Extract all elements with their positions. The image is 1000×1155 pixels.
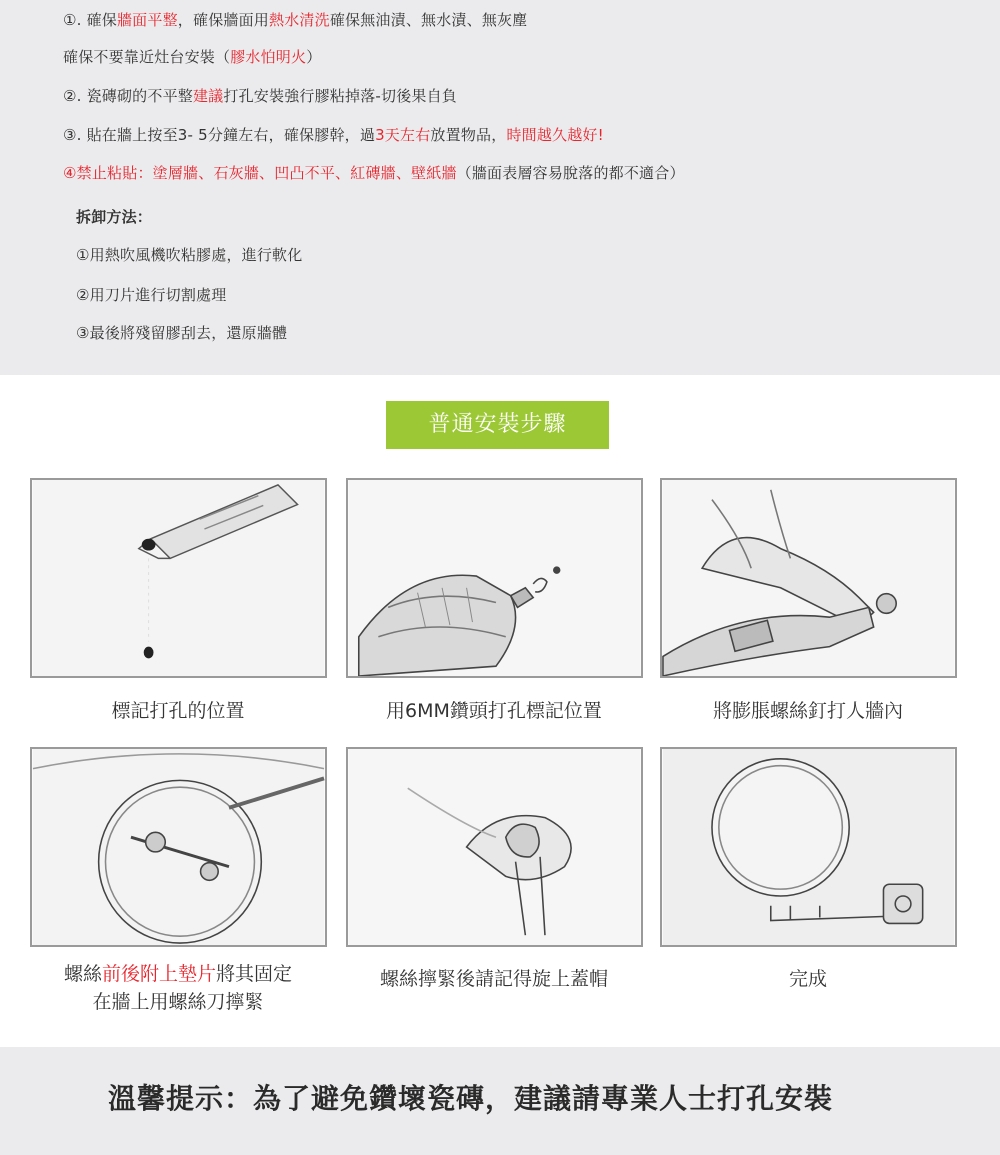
note-highlight: 時間越久越好! [506,126,604,144]
step-caption-3: 將膨脹螺絲釘打人牆內 [712,700,903,722]
cap-fitting-illustration [348,749,641,945]
note-highlight: 膠水怕明火 [230,48,307,66]
note-highlight: 建議 [192,87,224,105]
hammer-anchor-illustration [662,480,955,676]
step-caption-1: 標記打孔的位置 [111,700,245,722]
step-image-drill [346,478,643,678]
note-line-3 [63,86,457,106]
note-text: ，確保牆面用 [177,11,269,29]
step-image-anchor [660,478,957,678]
mounted-mirror-illustration [662,749,955,945]
drill-illustration [348,480,641,676]
section-banner: 普通安裝步驟 [386,401,609,449]
tip-text: 溫馨提示：為了避免鑽壞瓷磚，建議請專業人士打孔安裝 [108,1082,834,1115]
step-caption-5: 螺絲擰緊後請記得旋上蓋帽 [379,968,608,990]
note-highlight: ④禁止粘貼：塗層牆、石灰牆、凹凸不平、紅磚牆、壁紙牆 [63,164,457,182]
step-caption-2: 用6MM鑽頭打孔標記位置 [386,700,602,722]
removal-step-2: ②用刀片進行切割處理 [76,286,227,304]
step-image-done [660,747,957,947]
note-highlight: 3天左右 [375,126,431,144]
step-caption-4 [18,960,338,1016]
screwdriver-illustration [32,749,325,945]
note-text: ①. 確保 [63,11,117,29]
note-text: ） [306,48,322,66]
removal-title: 拆卸方法： [76,208,153,226]
note-line-5 [63,163,685,183]
caption-text: 在牆上用螺絲刀擰緊 [92,991,264,1013]
step-image-mark [30,478,327,678]
removal-step-3: ③最後將殘留膠刮去，還原牆體 [76,324,288,342]
note-text: 放置物品， [430,126,507,144]
step-caption-6: 完成 [788,968,827,990]
note-text: 確保不要靠近灶台安裝（ [63,48,231,66]
marker-pen-illustration [32,480,325,676]
caption-highlight: 前後附上墊片 [101,963,216,985]
note-highlight: 牆面平整 [116,11,178,29]
removal-step-1: ①用熱吹風機吹粘膠處，進行軟化 [76,246,303,264]
caption-text: 螺絲 [63,963,102,985]
note-text: ③. 貼在牆上按至3- 5分鐘左右，確保膠幹，過 [63,126,376,144]
note-text: 打孔安裝強行膠粘掉落-切後果自負 [223,87,458,105]
note-text: 確保無油漬、無水漬、無灰塵 [329,11,528,29]
note-highlight: 熱水清洗 [269,11,330,29]
note-text: （牆面表層容易脫落的都不適合） [456,164,685,182]
step-image-screw [30,747,327,947]
note-line-2 [63,47,321,67]
step-image-cap [346,747,643,947]
caption-text: 將其固定 [216,963,293,985]
note-line-4 [63,125,604,145]
note-line-1 [63,10,527,30]
note-text: ②. 瓷磚砌的不平整 [63,87,193,105]
